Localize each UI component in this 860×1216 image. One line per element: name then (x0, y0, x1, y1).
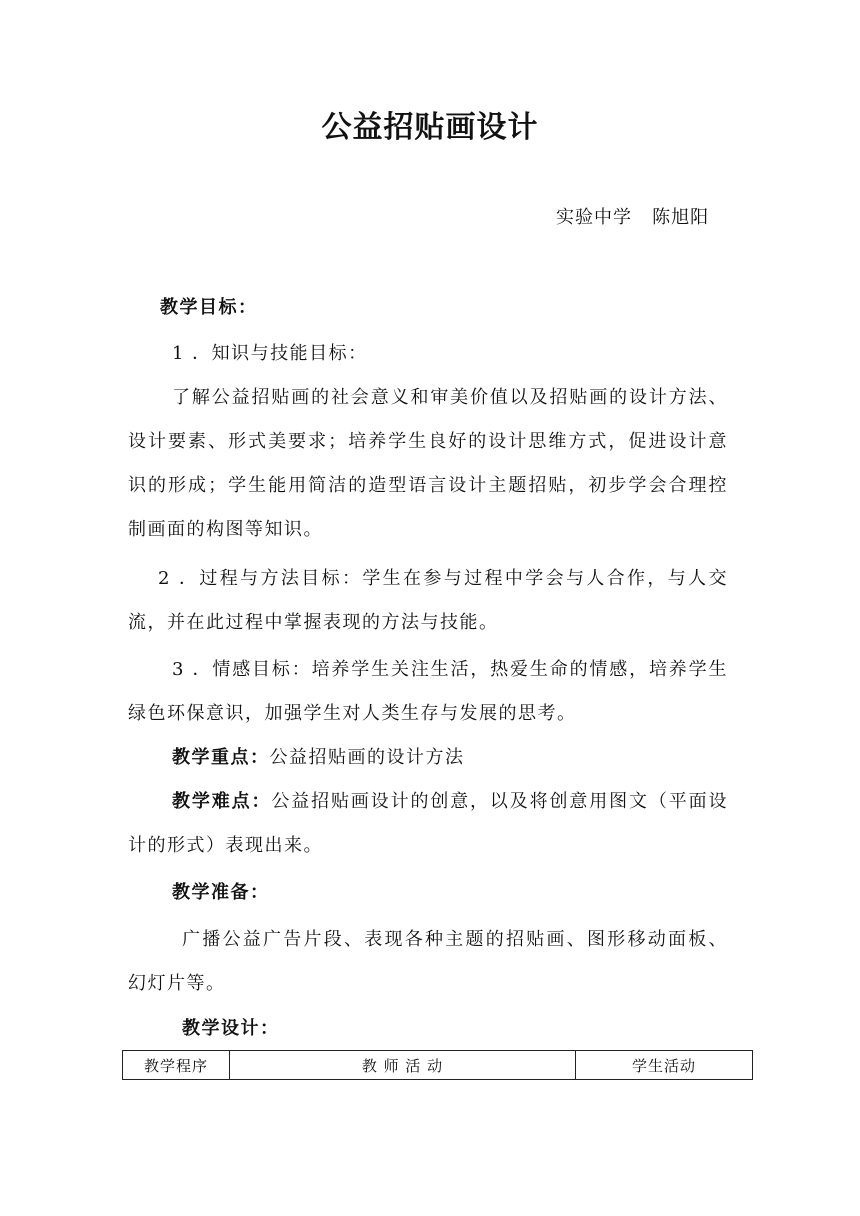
difficulty-text-2: 计的形式）表现出来。 (128, 835, 323, 856)
objective-1-line-2: 设计要素、形式美要求；培养学生良好的设计思维方式，促进设计意 (128, 431, 728, 452)
preparation-line-1: 广播公益广告片段、表现各种主题的招贴画、图形移动面板、 (182, 929, 728, 950)
table-header-teacher-activity: 教 师 活 动 (230, 1051, 576, 1080)
table-header-student-activity: 学生活动 (576, 1051, 753, 1080)
difficulty-label: 教学难点： (172, 791, 272, 812)
design-heading: 教学设计： (182, 1018, 280, 1039)
objective-1-line-3: 识的形成；学生能用简洁的造型语言设计主题招贴，初步学会合理控 (128, 475, 728, 496)
key-point-row (172, 743, 465, 773)
objective-2-line-1: 2 ．过程与方法目标：学生在参与过程中学会与人合作，与人交 (158, 568, 728, 589)
table-header-procedure: 教学程序 (123, 1051, 230, 1080)
objective-1-line-1: 了解公益招贴画的社会意义和审美价值以及招贴画的设计方法、 (172, 387, 728, 408)
difficulty-row (172, 787, 728, 817)
key-point-text: 公益招贴画的设计方法 (269, 747, 465, 768)
author-line: 实验中学 陈旭阳 (556, 207, 710, 228)
difficulty-text-1: 公益招贴画设计的创意，以及将创意用图文（平面设 (271, 791, 729, 812)
preparation-heading: 教学准备： (172, 882, 270, 903)
key-point-label: 教学重点： (172, 747, 270, 768)
objective-3-line-1: 3 ．情感目标：培养学生关注生活，热爱生命的情感，培养学生 (172, 659, 728, 680)
objective-3-line-2: 绿色环保意识，加强学生对人类生存与发展的思考。 (128, 703, 577, 724)
preparation-line-2: 幻灯片等。 (128, 973, 226, 994)
objective-1-heading: 1 ．知识与技能目标： (172, 343, 368, 364)
document-title: 公益招贴画设计 (321, 110, 539, 145)
objective-1-line-4: 制画面的构图等知识。 (128, 519, 323, 540)
objective-2-line-2: 流，并在此过程中掌握表现的方法与技能。 (128, 612, 499, 633)
objectives-heading: 教学目标： (160, 297, 258, 318)
table-header-row (123, 1051, 753, 1080)
design-table (122, 1050, 753, 1080)
